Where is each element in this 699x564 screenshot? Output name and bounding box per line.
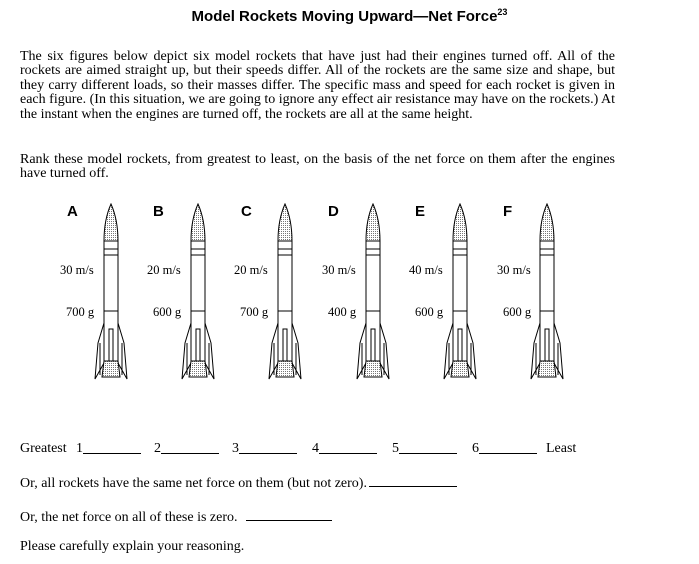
title-footnote: 23 xyxy=(497,7,508,17)
rocket-e-mass: 600 g xyxy=(415,305,444,319)
rank-1-number: 1 xyxy=(76,441,83,456)
rocket-b-letter: B xyxy=(153,203,164,220)
rank-4-number: 4 xyxy=(312,441,319,456)
rank-6-blank[interactable] xyxy=(479,441,537,454)
rank-3-number: 3 xyxy=(232,441,239,456)
title-text: Model Rockets Moving Upward—Net Force xyxy=(191,8,498,25)
question-paragraph: Rank these model rockets, from greatest to least, on the basis of the net force on them after the engines have turned off. xyxy=(20,152,615,182)
greatest-label: Greatest xyxy=(20,441,67,456)
rank-2-blank[interactable] xyxy=(161,441,219,454)
same-force-option xyxy=(20,474,457,492)
rocket-b-mass: 600 g xyxy=(153,305,182,319)
rocket-c-letter: C xyxy=(241,203,252,220)
rocket-d-speed: 30 m/s xyxy=(322,263,356,277)
rocket-e-letter: E xyxy=(415,203,426,220)
same-force-text: Or, all rockets have the same net force on them (but not zero). xyxy=(20,476,367,491)
intro-paragraph: The six figures below depict six model rockets that have just had their engines turned off. All of the rockets are aimed straight up, but their speeds differ. All of the rockets are the same size and shape, but they carry different loads, so their masses differ. The specific mass and speed for each rocket is given in each figure. (In this situation, we are going to ignore any effect air resistance may have on the rockets.) At the instant when the engines are turned off, the rockets are all at the same height. xyxy=(20,49,615,122)
rocket-f-letter: F xyxy=(503,203,513,220)
zero-force-blank[interactable] xyxy=(246,508,332,521)
rocket-d-mass: 400 g xyxy=(328,305,357,319)
rocket-a-speed: 30 m/s xyxy=(60,263,94,277)
rocket-b-drawing xyxy=(180,203,216,385)
zero-force-option xyxy=(20,508,332,526)
rank-1-blank[interactable] xyxy=(83,441,141,454)
rocket-c-speed: 20 m/s xyxy=(234,263,268,277)
rocket-c-mass: 700 g xyxy=(240,305,269,319)
rank-3-blank[interactable] xyxy=(239,441,297,454)
rocket-e-drawing xyxy=(442,203,478,385)
rocket-f-speed: 30 m/s xyxy=(497,263,531,277)
rank-5-blank[interactable] xyxy=(399,441,457,454)
rocket-c-drawing xyxy=(267,203,303,385)
rocket-f-drawing xyxy=(529,203,565,385)
rank-2-number: 2 xyxy=(154,441,161,456)
rocket-d-letter: D xyxy=(328,203,339,220)
rank-5-number: 5 xyxy=(392,441,399,456)
rocket-b-speed: 20 m/s xyxy=(147,263,181,277)
zero-force-text: Or, the net force on all of these is zero. xyxy=(20,510,238,525)
rank-4-blank[interactable] xyxy=(319,441,377,454)
page-title xyxy=(0,8,699,25)
rocket-a-mass: 700 g xyxy=(66,305,95,319)
least-label: Least xyxy=(546,441,577,456)
rocket-a-drawing xyxy=(93,203,129,385)
rocket-e-speed: 40 m/s xyxy=(409,263,443,277)
rocket-f-mass: 600 g xyxy=(503,305,532,319)
explain-prompt: Please carefully explain your reasoning. xyxy=(20,539,245,554)
rocket-d-drawing xyxy=(355,203,391,385)
rank-6-number: 6 xyxy=(472,441,479,456)
rocket-a-letter: A xyxy=(67,203,78,220)
same-force-blank[interactable] xyxy=(369,474,457,487)
